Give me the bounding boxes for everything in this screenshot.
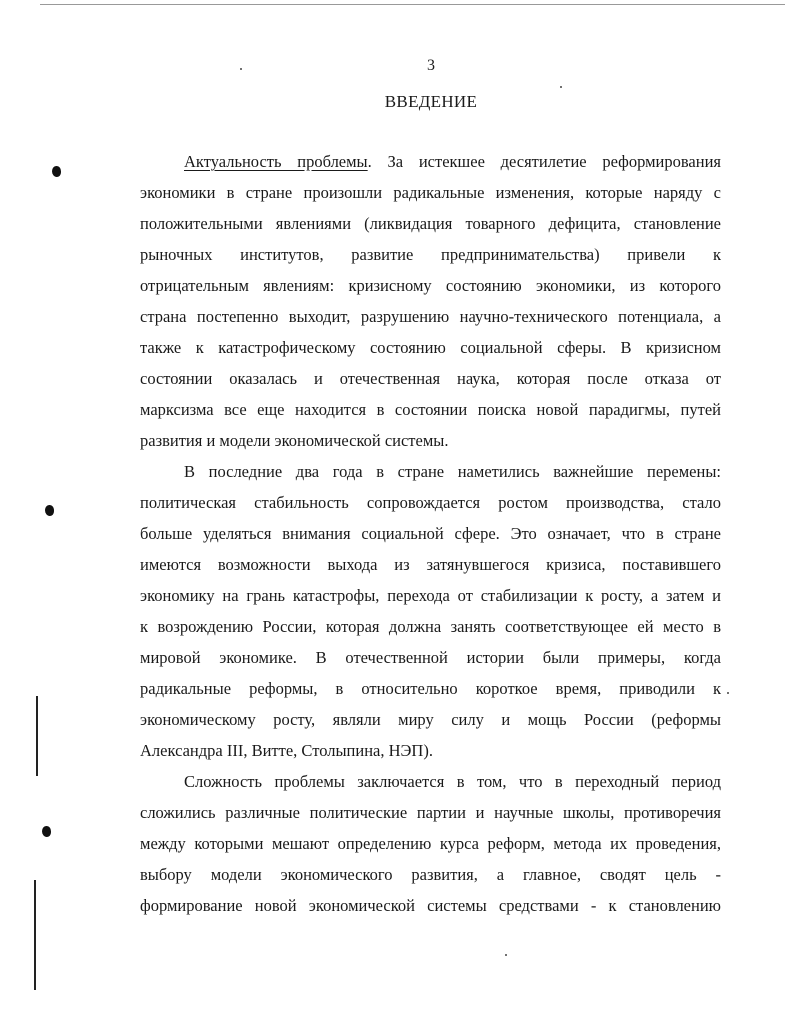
punch-hole-mark xyxy=(45,505,54,516)
paragraph-2-line-9: экономическому росту, являли миру силу и мощь России (реформы xyxy=(140,710,721,729)
page-title: ВВЕДЕНИЕ xyxy=(384,92,478,111)
paragraph-1-line-8: состоянии оказалась и отечественная наука, которая после отказа от xyxy=(140,369,721,388)
punch-hole-mark xyxy=(52,166,61,177)
paragraph-3-line-1: Сложность проблемы заключается в том, что в переходный период xyxy=(184,772,721,791)
paragraph-2-line-10: Александра III, Витте, Столыпина, НЭП). xyxy=(140,741,433,760)
margin-scan-line xyxy=(36,696,38,776)
paragraph-1-line-2: экономики в стране произошли радикальные изменения, которые наряду с xyxy=(140,183,721,202)
paragraph-1-line-1-text: . За истекшее десятилетие реформирования xyxy=(367,152,721,171)
scan-speck xyxy=(505,954,507,956)
scan-speck xyxy=(560,86,562,88)
page-number: 3 xyxy=(427,57,435,74)
paragraph-3-line-5: формирование новой экономической системы средствами - к становлению xyxy=(140,896,721,915)
section-heading-relevance: Актуальность проблемы xyxy=(184,152,368,171)
paragraph-1-line-5: отрицательным явлениям: кризисному состоянию экономики, из которого xyxy=(140,276,721,295)
paragraph-2-line-4: имеются возможности выхода из затянувшегося кризиса, поставившего xyxy=(140,555,721,574)
paragraph-3-line-3: между которыми мешают определению курса реформ, метода их проведения, xyxy=(140,834,721,853)
paragraph-2-line-1: В последние два года в стране наметились важнейшие перемены: xyxy=(184,462,721,481)
paragraph-2-line-3: больше уделяться внимания социальной сфере. Это означает, что в стране xyxy=(140,524,721,543)
paragraph-2-line-2: политическая стабильность сопровождается ростом производства, стало xyxy=(140,493,721,512)
paragraph-1-line-7: также к катастрофическому состоянию социальной сферы. В кризисном xyxy=(140,338,721,357)
paragraph-1-line-10: развития и модели экономической системы. xyxy=(140,431,449,450)
paragraph-1-line-4: рыночных институтов, развитие предпринимательства) привели к xyxy=(140,245,721,264)
paragraph-2-line-8: радикальные реформы, в относительно короткое время, приводили к xyxy=(140,679,721,698)
paragraph-2-line-7: мировой экономике. В отечественной истории были примеры, когда xyxy=(140,648,721,667)
paragraph-3-line-4: выбору модели экономического развития, а главное, сводят цель - xyxy=(140,865,721,884)
margin-scan-line xyxy=(34,880,36,990)
scan-speck xyxy=(240,68,242,70)
punch-hole-mark xyxy=(42,826,51,837)
scan-edge-line xyxy=(40,4,785,5)
paragraph-1-line-1 xyxy=(184,152,721,172)
paragraph-1-line-6: страна постепенно выходит, разрушению научно-технического потенциала, а xyxy=(140,307,721,326)
paragraph-2-line-5: экономику на грань катастрофы, перехода от стабилизации к росту, а затем и xyxy=(140,586,721,605)
paragraph-1-line-9: марксизма все еще находится в состоянии поиска новой парадигмы, путей xyxy=(140,400,721,419)
paragraph-3-line-2: сложились различные политические партии и научные школы, противоречия xyxy=(140,803,721,822)
scan-speck xyxy=(727,692,729,694)
paragraph-2-line-6: к возрождению России, которая должна занять соответствующее ей место в xyxy=(140,617,721,636)
paragraph-1-line-3: положительными явлениями (ликвидация товарного дефицита, становление xyxy=(140,214,721,233)
